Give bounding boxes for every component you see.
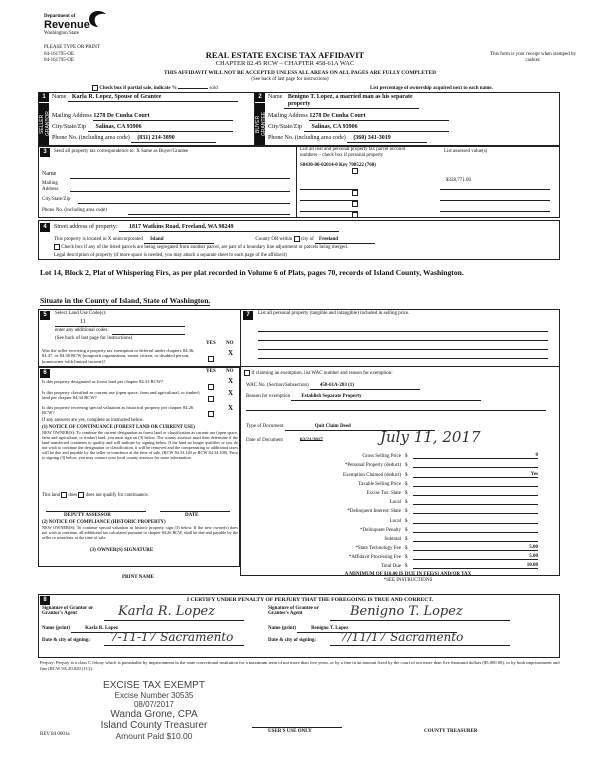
tax-row-value[interactable]: [413, 495, 538, 496]
tax-row: [300, 487, 550, 496]
s6-q2-no-mark[interactable]: X: [228, 389, 234, 397]
grantee-date-handwritten: 7/11/17 Sacramento: [340, 630, 464, 644]
seller-addr-label: Mailing Address: [52, 113, 92, 119]
city-field[interactable]: Freeland: [315, 237, 375, 244]
tax-row-label: Local: [389, 518, 401, 524]
section-4-number: 4: [40, 223, 50, 232]
tax-row-label: *State Technology Fee: [355, 546, 401, 552]
does-checkbox[interactable]: [61, 492, 67, 498]
tax-row-dollar: $: [405, 481, 408, 487]
tax-row-dollar: $: [405, 518, 408, 524]
legal-description: Lot 14, Block 2, Plat of Whispering Firs, as per plat recorded in Volume 6 of Plats, pages 70, records of Island County, Washington.: [40, 268, 464, 277]
corr-phone-label: Phone No. (including area code): [42, 208, 107, 213]
corr-phone-field[interactable]: [128, 214, 290, 215]
warning-text: THIS AFFIDAVIT WILL NOT BE ACCEPTED UNLESS ALL AREAS ON ALL PAGES ARE FULLY COMPLETED: [163, 70, 436, 76]
wac-field[interactable]: 458-61A-203 (1): [310, 383, 420, 390]
buyer-name-label: Name: [268, 94, 283, 100]
segregated-label: Check box if any of the listed parcels are being segregated from another parcel, are part of a boundary line adjustment or parcels being merged.: [61, 245, 348, 251]
seller-phone-row: [52, 135, 252, 143]
doc-date-label: Date of Document: [246, 438, 283, 443]
corr-mailing-label: Mailing Address: [42, 181, 59, 192]
partial-sale-label: Check box if partial sale, indicate %: [99, 86, 177, 92]
grantor-name-field[interactable]: Karla R. Lopez: [71, 626, 221, 633]
tax-row-label: *Delinquent Interest: State: [347, 509, 401, 515]
tax-row-label: Excise Tax: State: [366, 490, 401, 496]
notice1-body: NEW OWNER(S): To continue the current designation as forest land or classification as current use (open space, farm and agriculture, or timber) land, you must sign on (3) below. The county assessor must then determine if the land transferred continues to qualify and will indicate by signing below. If the land no longer qualifies or you do not wish to continue the designation or classification, it will be removed and the compensating or additional taxes will be due and payable by the seller or transferor at the time of sale. (RCW 84.33.140 or RCW 84.34.108). Prior to signing (3) below, you may contact your local county assessor for more information.: [42, 430, 238, 460]
personal-property-line-1[interactable]: [258, 331, 548, 332]
perjury-notice: Perjury: Perjury is a class C felony which is punishable by imprisonment in the state correctional institution for a maximum term of not more than five years, or by a fine in an amount fixed by the court of not more than five thousand dollars ($5,000.00), or by both imprisonment and fine (RCW 9A.20.020 (1C)).: [40, 660, 560, 671]
parcel-header: List all real and personal property tax parcel account numbers – check box if personal property: [300, 147, 406, 158]
corr-city-field[interactable]: [78, 203, 290, 204]
situate-text: Situate in the County of Island, State of Washington.: [40, 296, 211, 305]
tax-row-dollar: $: [405, 454, 408, 460]
stamp-name: Wanda Grone, CPA: [110, 709, 198, 720]
exemption-claim-label: If claiming an exemption, list WAC number and reason for exemption:: [251, 371, 393, 377]
unincorporated-check[interactable]: X unincorporated: [107, 237, 143, 243]
tax-row-label: *Delinquent Penalty: [360, 527, 401, 533]
grantee-signature-line[interactable]: [330, 620, 510, 621]
partial-sale-row: [92, 85, 218, 92]
s6-yes-header: YES: [206, 369, 216, 374]
ownership-pct-note: List percentage of ownership acquired next to each name.: [370, 86, 493, 91]
tax-row: [300, 542, 550, 551]
tax-row: [300, 496, 550, 505]
buyer-name-field[interactable]: Benigno T. Lopez, a married man as his separate property: [284, 94, 419, 109]
doc-date-struck: 03/21/2017: [300, 438, 323, 443]
corr-city-label: City/State/Zip: [42, 197, 71, 202]
section-6-number: 6: [40, 369, 50, 378]
see-instructions: *SEE INSTRUCTIONS: [383, 578, 433, 583]
county-field[interactable]: Island: [144, 237, 214, 244]
s6-q2-yes-checkbox[interactable]: [208, 396, 214, 402]
segregated-row: [54, 244, 554, 251]
deputy-signature-line[interactable]: [46, 511, 146, 512]
notice1-title: (1) NOTICE OF CONTINUANCE (FOREST LAND OR CURRENT USE): [42, 425, 195, 430]
treasurer-stamp: [64, 680, 244, 741]
tax-row-dollar: $: [405, 564, 408, 570]
county-treasurer-label: COUNTY TREASURER: [424, 729, 478, 734]
grantor-date-label: Date & city of signing:: [42, 638, 91, 643]
seller-city-row: [52, 124, 252, 132]
tax-row-value[interactable]: [413, 467, 538, 468]
tax-row-dollar: $: [405, 555, 408, 561]
segregated-checkbox[interactable]: [54, 244, 60, 250]
land-use-label: Select Land Use Code(s):: [55, 311, 107, 316]
section-7-number: 7: [243, 311, 253, 320]
seller-name-label: Name: [52, 94, 67, 100]
form-title: REAL ESTATE EXCISE TAX AFFIDAVIT: [205, 50, 365, 60]
reason-field[interactable]: Establish Separate Property: [291, 394, 481, 401]
buyer-city-row: [268, 124, 558, 132]
buyer-side-label: BUYER GRANTEE: [255, 103, 265, 145]
tax-row: [300, 450, 550, 459]
assessed-value: $328,771.00: [446, 178, 471, 183]
tax-row-dollar: $: [405, 463, 408, 469]
s6-no-header: NO: [226, 369, 234, 374]
tax-row-label: Total Due: [381, 564, 401, 570]
seller-phone-label: Phone No. (including area code): [52, 135, 130, 141]
s6-q1: Is this property designated as forest land per chapter 84.33 RCW?: [42, 379, 164, 384]
correspondence-label: Send all property tax correspondence to:: [54, 149, 135, 154]
corr-name-field[interactable]: [70, 178, 290, 179]
this-land-label: This land: [42, 493, 60, 499]
s5-q1-yes-checkbox[interactable]: [208, 356, 214, 362]
tax-row: [300, 524, 550, 533]
grantee-signature: Benigno T. Lopez: [350, 604, 463, 619]
personal-property-line-4[interactable]: [258, 358, 548, 359]
tax-row-value[interactable]: 0: [413, 453, 538, 459]
tax-row-value[interactable]: 5.00: [413, 554, 538, 560]
tax-row-label: Exemption Claimed (deduct): [342, 472, 401, 478]
deputy-label: DEPUTY ASSESSOR: [64, 513, 111, 518]
correspondence-row: [54, 149, 294, 155]
grantee-date-label: Date & city of signing:: [268, 638, 317, 643]
parcel-number: S8430-00-02014-0 Key 708522 (760): [300, 163, 376, 168]
tax-row-label: Taxable Selling Price: [358, 481, 401, 487]
deputy-date-line[interactable]: [160, 511, 230, 512]
tax-row-dollar: $: [405, 536, 408, 542]
section-1-number: 1: [39, 93, 49, 102]
exemption-checkbox[interactable]: [244, 370, 250, 376]
tax-row: [300, 505, 550, 514]
seller-addr-row: [52, 113, 252, 121]
tax-row-value[interactable]: [413, 513, 538, 514]
buyer-phone-label: Phone No. (including area code): [268, 135, 346, 141]
additional-codes-field[interactable]: [112, 334, 185, 335]
s6-q2: Is this property classified as current use (open space, farm and agricultural, or timber) land per chapter 84.34 RCW?: [42, 390, 200, 401]
seller-city-label: City/State/Zip: [52, 124, 86, 130]
does-not-label: does not qualify for continuance.: [85, 493, 149, 499]
partial-sale-pct-field[interactable]: [178, 88, 208, 89]
doc-type-label: Type of Document: [246, 424, 284, 429]
print-name-label: PRINT NAME: [122, 575, 154, 580]
land-use-code[interactable]: 11: [80, 319, 86, 325]
tax-row-value[interactable]: Yes: [413, 472, 538, 478]
street-label: Street address of property:: [54, 224, 118, 230]
seller-addr-field[interactable]: 1278 De Cunha Court: [93, 113, 233, 121]
tax-row-value[interactable]: 5.00: [413, 545, 538, 551]
parcel-personal-checkbox-4[interactable]: [352, 212, 358, 218]
form-number-1: 04-161795-OE: [44, 52, 74, 57]
see-back-text: (See back of last page for instructions): [251, 77, 329, 82]
wac-row: [246, 383, 420, 390]
tax-row-dollar: $: [405, 500, 408, 506]
tax-row-value[interactable]: [413, 504, 538, 505]
tax-row: [300, 514, 550, 523]
grantor-signature: Karla R. Lopez: [118, 604, 216, 619]
reason-label: Reason for exemption: [246, 394, 291, 399]
tax-row-label: Subtotal: [384, 536, 401, 542]
s6-q3-yes-checkbox[interactable]: [208, 411, 214, 417]
tax-row-value[interactable]: [413, 486, 538, 487]
section-8-number: 8: [40, 596, 50, 605]
tax-row-value[interactable]: [413, 541, 538, 542]
street-field[interactable]: 1817 Watkins Road, Freeland, WA 98249: [119, 224, 339, 232]
county-label: County OR within: [255, 237, 293, 243]
personal-property-line-3[interactable]: [258, 349, 548, 350]
same-as-buyer-check[interactable]: X Same as Buyer/Grantee: [136, 149, 189, 154]
buyer-phone-field[interactable]: (360) 341-3019: [347, 135, 427, 143]
seller-phone-field[interactable]: (831) 214-3890: [131, 135, 216, 143]
section-2-number: 2: [255, 93, 265, 102]
rev-number: REV 84 0001a: [40, 732, 70, 737]
section-3-box: [38, 146, 560, 218]
form-number-2: 04-161795-OE: [44, 58, 74, 63]
form-chapter: CHAPTER 82.45 RCW – CHAPTER 458-61A WAC: [215, 60, 355, 67]
agency-line1: Department of: [44, 14, 76, 19]
grantor-date-handwritten: 7-11-17 Sacramento: [110, 630, 234, 644]
s5-no-header: NO: [226, 341, 234, 346]
s5-q1: Was the seller receiving a property tax exemption or deferral under chapters 84.36, 84.37, or 84.38 RCW (nonprofit organization, senior citizen, or disabled person, homeowner with limited income)?: [42, 348, 195, 364]
grantee-name-field[interactable]: Benigno T. Lopez: [297, 626, 457, 633]
personal-property-line-2[interactable]: [258, 340, 548, 341]
buyer-name-row: [268, 94, 558, 109]
tax-row: [300, 551, 550, 560]
s6-q3: Is this property receiving special valuation as historical property per chapter 84.26 RCW?: [42, 405, 194, 416]
stamp-date: 08/07/2017: [133, 700, 175, 709]
grantor-name-label: Name (print): [42, 626, 70, 631]
tax-row: [300, 468, 550, 477]
tax-row: [300, 533, 550, 542]
tax-row-dollar: $: [405, 546, 408, 552]
personal-property-label: List all personal property (tangible and intangible) included in selling price.: [258, 311, 410, 316]
tax-row-label: Gross Selling Price: [362, 454, 401, 460]
seller-name-row: [52, 94, 252, 102]
additional-codes-label: enter any additional codes:: [55, 328, 109, 333]
notice2-title: (2) NOTICE OF COMPLIANCE (HISTORIC PROPERTY): [42, 520, 166, 525]
notice2-body: NEW OWNER(S): To continue special valuation as historic property, sign (3) below. If the new owner(s) does not wish to continue, all additional tax calculated pursuant to chapter 84.26 RCW, shall be due and payable by the seller or transferor at the time of sale.: [42, 525, 238, 540]
section-3-number: 3: [40, 148, 50, 157]
seller-city-field[interactable]: Salinas, CA 93906: [88, 124, 233, 132]
grantee-signature-label: Signature of Grantee or Grantee's Agent: [268, 606, 319, 616]
dor-logo-mark: [88, 10, 108, 28]
s5-yes-header: YES: [206, 341, 216, 346]
agency-line2: Revenue: [44, 18, 90, 31]
stamp-office: Island County Treasurer: [100, 720, 208, 731]
buyer-phone-row: [268, 135, 558, 143]
owner-signature-label: (3) OWNER(S) SIGNATURE: [90, 548, 154, 553]
s6-q3-no-mark[interactable]: X: [228, 404, 234, 412]
tax-row: [300, 459, 550, 468]
s5-q1-no-mark[interactable]: X: [228, 349, 234, 357]
s6-q1-no-mark[interactable]: X: [228, 377, 234, 385]
tax-row: [300, 560, 550, 569]
type-note: PLEASE TYPE OR PRINT: [44, 45, 100, 50]
tax-row-value[interactable]: 10.00: [413, 563, 538, 569]
partial-sale-checkbox[interactable]: [92, 85, 98, 91]
buyer-city-label: City/State/Zip: [268, 124, 302, 130]
grantor-date-line[interactable]: [104, 645, 244, 646]
tax-row-value[interactable]: [413, 523, 538, 524]
tax-row-dollar: $: [405, 509, 408, 515]
does-not-checkbox[interactable]: [78, 492, 84, 498]
street-row: [54, 224, 339, 232]
tax-row-value[interactable]: [413, 532, 538, 533]
city-of-label: city of: [300, 237, 314, 243]
print-name-line[interactable]: [46, 566, 236, 567]
buyer-addr-field[interactable]: 1278 De Cunha Court: [309, 113, 449, 121]
reason-row: [246, 394, 481, 401]
tax-row-label: Local: [389, 500, 401, 506]
s6-if-yes: If any answers are yes, complete as instructed below.: [42, 418, 144, 423]
dor-logo: [44, 14, 114, 37]
does-label: does: [68, 493, 78, 499]
assessed-header: List assessed value(s): [444, 149, 488, 154]
agency-line3: Washington State: [44, 30, 80, 36]
seller-side-label: SELLER GRANTOR: [39, 103, 49, 145]
tax-row-dollar: $: [405, 472, 408, 478]
seller-name-field[interactable]: Karla R. Lopez, Spouse of Grantee: [68, 94, 238, 102]
receipt-note: This form is your receipt when stamped by cashier.: [490, 52, 576, 63]
grantor-signature-label: Signature of Grantor or Grantor's Agent: [42, 606, 93, 616]
grantee-date-line[interactable]: [330, 645, 510, 646]
tax-row-dollar: $: [405, 527, 408, 533]
deputy-date-label: DATE: [185, 513, 199, 518]
legal-label: Legal description of property (if more space is needed, you may attach a separate sheet to each page of the affidavit): [54, 253, 287, 258]
corr-name-label: Name: [42, 171, 57, 177]
section-5-number: 5: [40, 311, 50, 320]
wac-label: WAC No. (Section/Subsection): [246, 383, 309, 388]
partial-sale-sold: sold: [209, 86, 218, 92]
certify-statement: I CERTIFY UNDER PENALTY OF PERJURY THAT THE FOREGOING IS TRUE AND CORRECT.: [186, 597, 434, 603]
buyer-city-field[interactable]: Salinas, CA 93906: [304, 124, 449, 132]
grantor-signature-line[interactable]: [104, 620, 244, 621]
land-use-see-back: (See back of last page for instructions): [55, 336, 133, 341]
minimum-note: A MINIMUM OF $10.00 IS DUE IN FEE(S) AND/OR TAX: [344, 572, 472, 577]
stamp-excise-number: Excise Number 30535: [114, 691, 194, 700]
tax-row-label: *Personal Property (deduct): [344, 463, 401, 469]
tax-row: [300, 478, 550, 487]
located-row: [54, 236, 375, 244]
buyer-addr-label: Mailing Address: [268, 113, 308, 119]
stamp-title: EXCISE TAX EXEMPT: [103, 680, 205, 691]
parcel-personal-checkbox-1[interactable]: [352, 168, 358, 174]
doc-date-handwritten: July 11, 2017: [380, 428, 481, 446]
user-use-only: USER'S USE ONLY: [268, 729, 312, 734]
tax-row-dollar: $: [405, 490, 408, 496]
grantee-name-label: Name (print): [268, 626, 296, 631]
buyer-addr-row: [268, 113, 558, 121]
tax-table: [300, 450, 550, 569]
continuance-row: [42, 492, 149, 498]
city-of-checkbox[interactable]: [294, 236, 300, 242]
located-label: This property is located in: [54, 237, 107, 243]
stamp-amount: Amount Paid $10.00: [115, 731, 193, 741]
corr-mailing-field[interactable]: [70, 191, 290, 192]
doc-type-field[interactable]: Quit Claim Deed: [285, 424, 435, 431]
tax-row-label: *Affidavit Processing Fee: [348, 555, 401, 561]
